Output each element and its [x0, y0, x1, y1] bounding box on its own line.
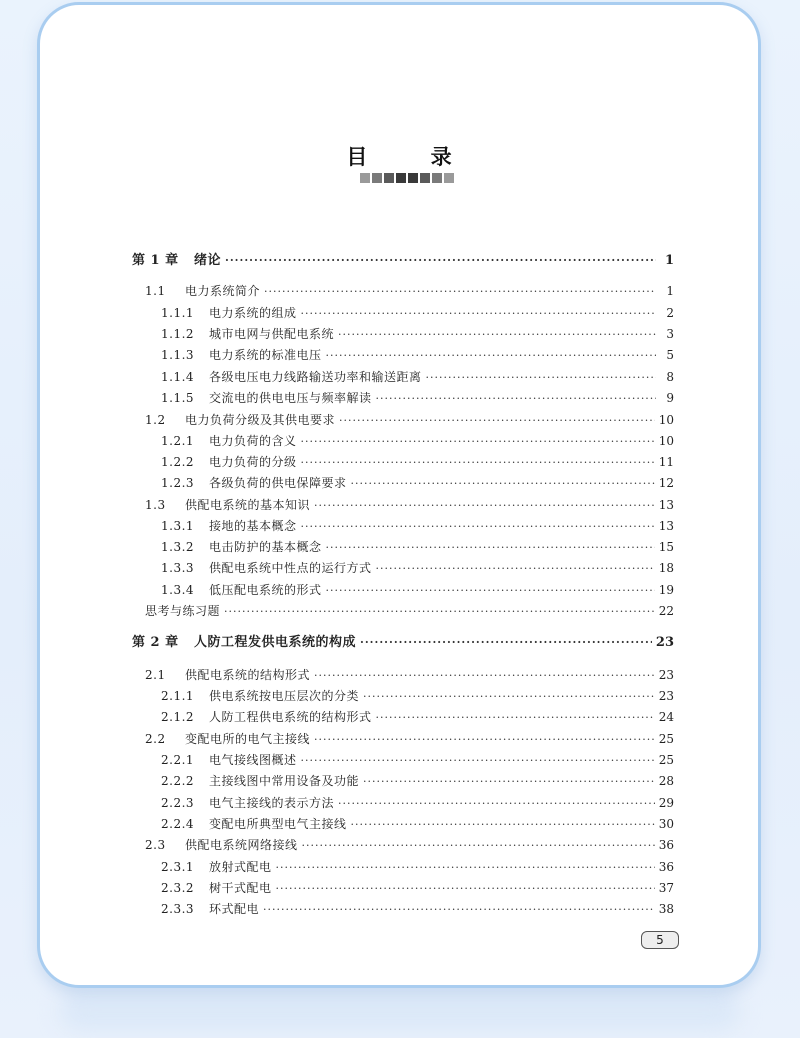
toc-entry-number: 1.2 [145, 413, 166, 427]
toc-entry-title: 人防工程供电系统的结构形式 [209, 710, 372, 724]
toc-entry-number: 2.2.3 [161, 796, 195, 810]
toc-entry-page: 24 [658, 710, 674, 724]
dot-leader [314, 732, 655, 748]
toc-entry-page: 22 [658, 604, 674, 618]
toc-subsection-entry[interactable] [161, 390, 674, 407]
toc-subsection-entry[interactable] [161, 539, 674, 556]
toc-entry-page: 3 [666, 327, 674, 341]
toc-entry-number: 2.2.4 [161, 817, 195, 831]
toc-entry-number: 2.3.3 [161, 902, 195, 916]
toc-entry-number: 1.2.1 [161, 434, 195, 448]
toc-entry-number: 1.2.3 [161, 476, 195, 490]
dot-leader [264, 284, 656, 300]
toc-entry-page: 1 [664, 253, 674, 268]
toc-subsection-entry[interactable] [161, 709, 674, 726]
dot-leader [301, 306, 656, 322]
toc-entry-title: 变配电所的电气主接线 [185, 732, 311, 746]
toc-entry-title: 供配电系统的基本知识 [185, 498, 311, 512]
toc-entry-number: 2.2.2 [161, 774, 195, 788]
toc-entry-page: 8 [666, 370, 674, 384]
toc-subsection-entry[interactable] [161, 901, 674, 918]
toc-entry-page: 18 [658, 561, 674, 575]
toc-entry-title: 电力系统的标准电压 [209, 348, 322, 362]
toc-entry-title: 交流电的供电电压与频率解读 [209, 391, 372, 405]
toc-subsection-entry[interactable] [161, 859, 674, 876]
toc-subsection-entry[interactable] [161, 880, 674, 897]
toc-entry-number: 第 2 章 [132, 635, 179, 650]
toc-subsection-entry[interactable] [161, 369, 674, 386]
toc-entry-title: 电气接线图概述 [209, 753, 297, 767]
dot-leader [326, 583, 655, 599]
toc-entry-number: 2.1.2 [161, 710, 195, 724]
toc-entry-number: 1.3.1 [161, 519, 195, 533]
toc-entry-number: 2.1.1 [161, 689, 195, 703]
toc-entry-title: 城市电网与供配电系统 [209, 327, 335, 341]
toc-entry-page: 23 [655, 635, 674, 650]
toc-entry-title: 树干式配电 [209, 881, 272, 895]
toc-entry-page: 28 [658, 774, 674, 788]
toc-section-entry[interactable] [145, 731, 674, 748]
toc-entry-title: 供配电系统的结构形式 [185, 668, 311, 682]
toc-entry-title: 各级电压电力线路输送功率和输送距离 [209, 370, 422, 384]
toc-subsection-entry[interactable] [161, 816, 674, 833]
toc-entry-page: 29 [658, 796, 674, 810]
dot-leader [376, 391, 656, 407]
toc-entry-title: 环式配电 [209, 902, 260, 916]
toc-subsection-entry[interactable] [161, 560, 674, 577]
toc-entry-title: 供配电系统中性点的运行方式 [209, 561, 372, 575]
dot-leader [360, 635, 652, 651]
toc-entry-number: 1.3.4 [161, 583, 195, 597]
toc-entry-number: 1.1.3 [161, 348, 195, 362]
toc-entry-title: 人防工程发供电系统的构成 [194, 635, 357, 650]
toc-entry-page: 5 [666, 348, 674, 362]
toc-section-entry[interactable] [145, 837, 674, 854]
toc-subsection-entry[interactable] [161, 518, 674, 535]
toc-entry-page: 23 [658, 689, 674, 703]
dot-leader [351, 476, 655, 492]
toc-subsection-entry[interactable] [161, 773, 674, 790]
toc-entry-number: 1.2.2 [161, 455, 195, 469]
toc-entry-title: 接地的基本概念 [209, 519, 297, 533]
page-number-badge: 5 [641, 931, 679, 949]
dot-leader [314, 498, 655, 514]
toc-entry-page: 13 [658, 498, 674, 512]
toc-entry-title: 电力系统的组成 [209, 306, 297, 320]
toc-entry-number: 第 1 章 [132, 253, 179, 268]
toc-entry-title: 电力负荷的分级 [209, 455, 297, 469]
dot-leader [426, 370, 656, 386]
toc-entry-page: 15 [658, 540, 674, 554]
toc-entry-page: 23 [658, 668, 674, 682]
dot-leader [302, 838, 655, 854]
toc-entry-page: 2 [666, 306, 674, 320]
toc-entry-page: 10 [658, 434, 674, 448]
dot-leader [301, 455, 655, 471]
dot-leader [376, 561, 655, 577]
dot-leader [338, 796, 655, 812]
dot-leader [276, 881, 655, 897]
toc-chapter-entry[interactable] [132, 635, 674, 651]
toc-entry-page: 36 [658, 860, 674, 874]
toc-subsection-entry[interactable] [161, 582, 674, 599]
table-of-contents [40, 5, 758, 985]
toc-entry-number: 2.3.1 [161, 860, 195, 874]
toc-entry-title: 电力负荷分级及其供电要求 [185, 413, 336, 427]
toc-entry-page: 1 [666, 284, 674, 298]
dot-leader [224, 604, 655, 620]
toc-entry-number: 1.1.5 [161, 391, 195, 405]
dot-leader [326, 348, 656, 364]
toc-section-entry[interactable] [145, 603, 674, 620]
page-shadow [60, 990, 740, 1030]
toc-entry-page: 36 [658, 838, 674, 852]
toc-entry-number: 1.3.2 [161, 540, 195, 554]
dot-leader [314, 668, 655, 684]
toc-subsection-entry[interactable] [161, 752, 674, 769]
dot-leader [276, 860, 655, 876]
dot-leader [301, 753, 655, 769]
toc-entry-title: 电击防护的基本概念 [209, 540, 322, 554]
toc-entry-page: 25 [658, 753, 674, 767]
dot-leader [339, 413, 655, 429]
toc-entry-page: 9 [666, 391, 674, 405]
toc-subsection-entry[interactable] [161, 688, 674, 705]
toc-entry-number: 2.2 [145, 732, 166, 746]
toc-entry-number: 1.3 [145, 498, 166, 512]
toc-entry-page: 11 [658, 455, 674, 469]
dot-leader [376, 710, 655, 726]
toc-entry-title: 供电系统按电压层次的分类 [209, 689, 360, 703]
toc-entry-number: 2.1 [145, 668, 166, 682]
toc-section-entry[interactable] [145, 412, 674, 429]
toc-entry-title: 放射式配电 [209, 860, 272, 874]
toc-section-entry[interactable] [145, 283, 674, 300]
toc-section-entry[interactable] [145, 497, 674, 514]
toc-subsection-entry[interactable] [161, 454, 674, 471]
dot-leader [363, 774, 655, 790]
toc-subsection-entry[interactable] [161, 347, 674, 364]
toc-entry-title: 各级负荷的供电保障要求 [209, 476, 347, 490]
toc-entry-title: 绪论 [194, 253, 222, 268]
toc-entry-number: 1.3.3 [161, 561, 195, 575]
toc-entry-number: 1.1.4 [161, 370, 195, 384]
toc-entry-title: 思考与练习题 [145, 604, 221, 618]
toc-entry-number: 1.1.1 [161, 306, 195, 320]
toc-entry-page: 13 [658, 519, 674, 533]
toc-entry-title: 低压配电系统的形式 [209, 583, 322, 597]
toc-entry-page: 19 [658, 583, 674, 597]
toc-entry-title: 电气主接线的表示方法 [209, 796, 335, 810]
dot-leader [301, 434, 655, 450]
page-title: 目 录 [346, 145, 480, 169]
toc-chapter-entry[interactable] [132, 253, 674, 269]
toc-entry-title: 供配电系统网络接线 [185, 838, 298, 852]
toc-subsection-entry[interactable] [161, 305, 674, 322]
toc-entry-number: 1.1.2 [161, 327, 195, 341]
toc-entry-number: 2.2.1 [161, 753, 195, 767]
toc-entry-page: 10 [658, 413, 674, 427]
toc-entry-page: 12 [658, 476, 674, 490]
toc-entry-page: 30 [658, 817, 674, 831]
toc-entry-number: 2.3 [145, 838, 166, 852]
toc-entry-title: 主接线图中常用设备及功能 [209, 774, 360, 788]
toc-entry-page: 37 [658, 881, 674, 895]
toc-entry-page: 25 [658, 732, 674, 746]
toc-subsection-entry[interactable] [161, 326, 674, 343]
dot-leader [225, 253, 656, 269]
toc-entry-page: 38 [658, 902, 674, 916]
dot-leader [363, 689, 655, 705]
toc-subsection-entry[interactable] [161, 475, 674, 492]
dot-leader [301, 519, 655, 535]
toc-entry-number: 1.1 [145, 284, 166, 298]
dot-leader [326, 540, 655, 556]
toc-entry-title: 变配电所典型电气主接线 [209, 817, 347, 831]
dot-leader [351, 817, 655, 833]
toc-entry-title: 电力系统简介 [185, 284, 261, 298]
dot-leader [338, 327, 656, 343]
toc-entry-number: 2.3.2 [161, 881, 195, 895]
toc-subsection-entry[interactable] [161, 433, 674, 450]
toc-subsection-entry[interactable] [161, 795, 674, 812]
dot-leader [263, 902, 655, 918]
toc-section-entry[interactable] [145, 667, 674, 684]
toc-entry-title: 电力负荷的含义 [209, 434, 297, 448]
book-page [37, 2, 761, 988]
